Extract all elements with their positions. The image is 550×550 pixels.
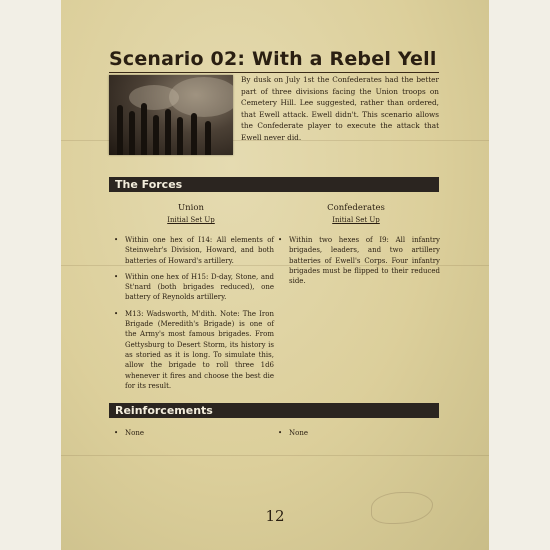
reinforcements-heading: Reinforcements (115, 404, 213, 417)
confederates-setup-list (278, 235, 440, 292)
paper-fold (61, 455, 489, 456)
list-item: • Within one hex of H15: D-day, Stone, and St'nard (both brigades reduced), one battery of Reynolds artillery. (114, 272, 274, 303)
page-number: 12 (265, 507, 285, 525)
forces-heading: The Forces (115, 178, 183, 191)
list-item: • Within two hexes of I9: All infantry brigades, leaders, and two artillery batteries of Ewell's Corps. Four infantry brigades must be flipped to their reduced side. (278, 235, 440, 286)
forces-header-bar (109, 177, 439, 192)
confederates-heading: Confederates (327, 203, 385, 213)
union-reinforcements: • None (114, 429, 144, 437)
page (61, 0, 489, 550)
reinforcements-header-bar (109, 403, 439, 418)
union-heading: Union (178, 203, 204, 213)
union-setup-label: Initial Set Up (167, 216, 215, 224)
union-setup-list (114, 235, 274, 397)
confederates-reinforcements: • None (278, 429, 308, 437)
list-item: • Within one hex of I14: All elements of Steinwehr's Division, Howard, and both batteries of Howard's artillery. (114, 235, 274, 266)
scenario-intro: By dusk on July 1st the Confederates had the better part of three divisions facing the Union troops on Cemetery Hill. Lee suggested, rather than ordered, that Ewell attack. Ewell didn't. This scenario allows the Confederate player to execute the attack that Ewell never did. (241, 75, 439, 142)
confederates-setup-label: Initial Set Up (332, 216, 380, 224)
title-rule (109, 72, 439, 73)
scenario-title: Scenario 02: With a Rebel Yell (109, 48, 437, 70)
list-item: • M13: Wadsworth, M'dith. Note: The Iron Brigade (Meredith's Brigade) is one of the Army's most famous brigades. From Gettysburg to Desert Storm, its history is as storied as it is long. To simulate this, allow the brigade to roll three 1d6 whenever it fires and choose the best die for its result. (114, 309, 274, 391)
battle-illustration (109, 75, 233, 155)
